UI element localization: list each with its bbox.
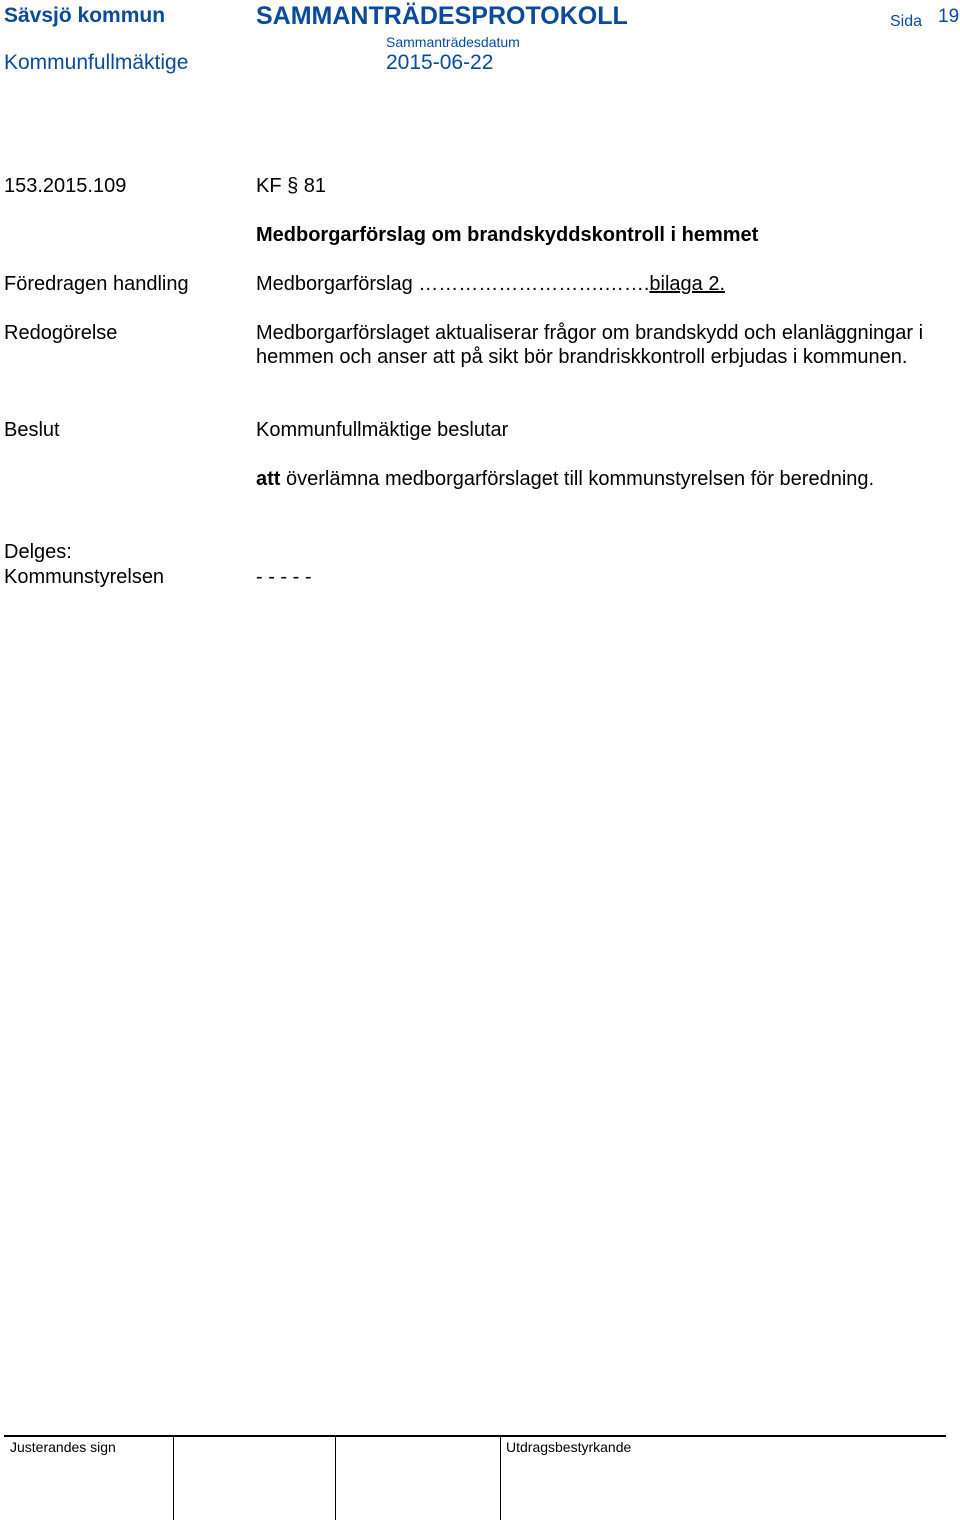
item-title: Medborgarförslag om brandskyddskontroll i hemmet — [256, 224, 759, 246]
case-number: 153.2015.109 — [4, 175, 127, 197]
attachment-link[interactable]: bilaga 2. — [649, 273, 726, 295]
account-label: Redogörelse — [4, 322, 118, 344]
document-title: SAMMANTRÄDESPROTOKOLL — [256, 2, 628, 30]
presented-document-label: Föredragen handling — [4, 273, 189, 295]
distribution-dashes: - - - - - — [256, 566, 312, 588]
organization-name: Sävsjö kommun — [4, 4, 166, 27]
distribution-recipient: Kommunstyrelsen — [4, 566, 165, 588]
page-number: 19 — [938, 6, 960, 27]
account-text: Medborgarförslaget aktualiserar frågor om brandskydd och elanläggningar i hemmen och anser att på sikt bör brandriskkontroll erbjudas i kommunen. — [256, 322, 924, 368]
extract-certification-label: Utdragsbestyrkande — [506, 1439, 632, 1455]
decision-text-block — [256, 467, 936, 491]
footer-divider — [500, 1436, 501, 1520]
footer-divider — [173, 1436, 174, 1520]
section-number: KF § 81 — [256, 175, 327, 197]
distribution-label: Delges: — [4, 541, 72, 563]
adjuster-sign-label: Justerandes sign — [10, 1439, 116, 1455]
decision-att-keyword: att — [256, 468, 281, 490]
meeting-date-label: Sammanträdesdatum — [386, 34, 520, 50]
decision-text: överlämna medborgarförslaget till kommunstyrelsen för beredning. — [280, 468, 875, 490]
footer-divider — [335, 1436, 336, 1520]
assembly-name: Kommunfullmäktige — [4, 51, 189, 74]
presented-document-text: Medborgarförslag ……………………….……. — [256, 273, 650, 295]
footer-rule — [4, 1435, 946, 1437]
presented-document-value — [256, 272, 725, 296]
decision-label: Beslut — [4, 419, 60, 441]
meeting-date: 2015-06-22 — [386, 51, 494, 74]
decision-intro: Kommunfullmäktige beslutar — [256, 419, 509, 441]
page-label: Sida — [890, 13, 923, 30]
